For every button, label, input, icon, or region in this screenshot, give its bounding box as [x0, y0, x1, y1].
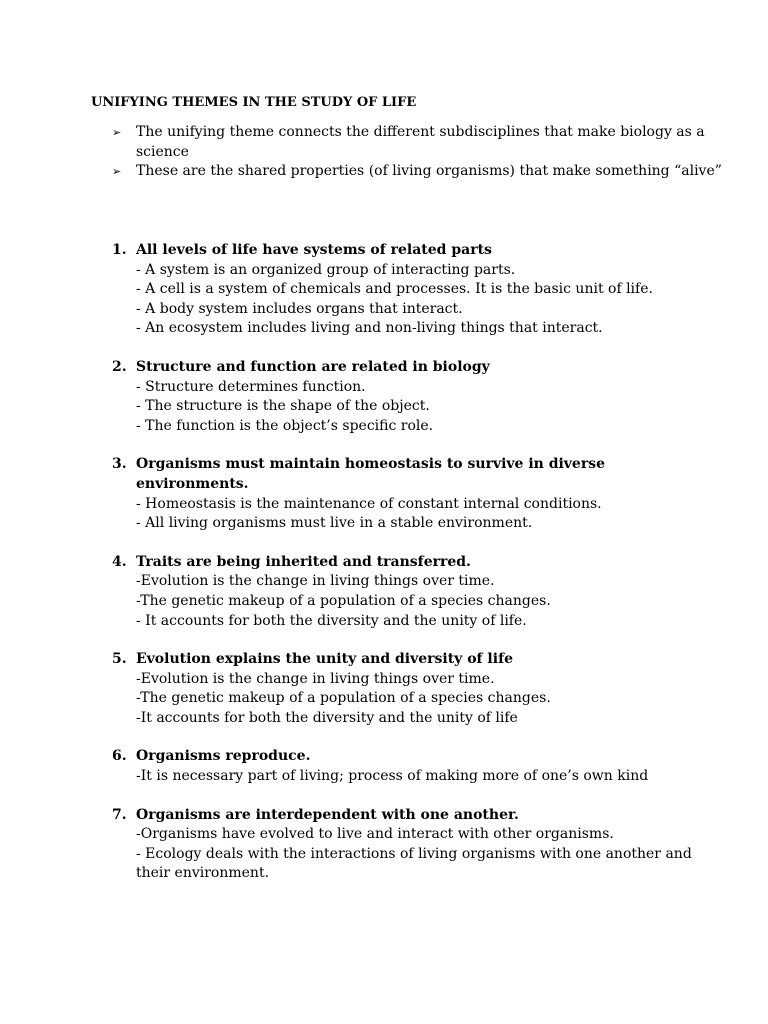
theme-detail-line: -Organisms have evolved to live and interact with other organisms. — [136, 826, 614, 843]
theme-detail-line: -The genetic makeup of a population of a species changes. — [136, 690, 551, 707]
theme-heading-text: Organisms reproduce. — [136, 748, 311, 765]
theme-detail-line: - A body system includes organs that interact. — [136, 300, 463, 317]
theme-number: 6. — [112, 748, 127, 765]
theme-detail-line: -Evolution is the change in living things over time. — [136, 670, 495, 687]
theme-detail-line: - Homeostasis is the maintenance of constant internal conditions. — [136, 495, 602, 512]
theme-item — [112, 747, 712, 786]
intro-item — [112, 123, 732, 162]
theme-heading — [112, 650, 712, 670]
theme-detail-line: - The function is the object’s specific role. — [136, 417, 434, 434]
intro-item — [112, 162, 732, 182]
theme-number: 2. — [112, 358, 127, 375]
themes-list — [112, 241, 712, 903]
theme-detail-line: -It is necessary part of living; process of making more of one’s own kind — [136, 768, 649, 785]
document-title: UNIFYING THEMES IN THE STUDY OF LIFE — [91, 95, 417, 110]
theme-item — [112, 806, 712, 884]
theme-detail-line: -The genetic makeup of a population of a species changes. — [136, 592, 551, 609]
theme-detail-line: - Ecology deals with the interactions of living organisms with one another and their environment. — [136, 845, 692, 882]
theme-item — [112, 650, 712, 728]
theme-heading-text: Traits are being inherited and transferred. — [136, 553, 471, 570]
theme-heading-text: Organisms must maintain homeostasis to survive in diverse environments. — [136, 456, 606, 492]
intro-list — [112, 123, 732, 182]
theme-heading-text: Organisms are interdependent with one another. — [136, 806, 519, 823]
theme-heading-text: Evolution explains the unity and diversity of life — [136, 651, 513, 668]
theme-heading — [112, 553, 712, 573]
theme-number: 4. — [112, 553, 127, 570]
theme-item — [112, 241, 712, 339]
theme-number: 3. — [112, 456, 127, 473]
theme-heading — [112, 806, 712, 826]
theme-item — [112, 553, 712, 631]
theme-heading — [112, 358, 712, 378]
theme-heading — [112, 747, 712, 767]
theme-number: 5. — [112, 651, 127, 668]
arrow-bullet-icon: ➢ — [112, 126, 122, 139]
theme-heading — [112, 455, 712, 494]
theme-heading-text: Structure and function are related in biology — [136, 358, 490, 375]
arrow-bullet-icon: ➢ — [112, 165, 122, 179]
theme-detail-line: - A system is an organized group of interacting parts. — [136, 261, 516, 278]
intro-text: The unifying theme connects the different subdisciplines that make biology as a science — [136, 124, 705, 160]
theme-detail-line: -Evolution is the change in living things over time. — [136, 573, 495, 590]
theme-item — [112, 455, 712, 533]
theme-detail-line: -It accounts for both the diversity and the unity of life — [136, 709, 518, 726]
theme-detail-line: - It accounts for both the diversity and the unity of life. — [136, 612, 527, 629]
theme-detail-line: - All living organisms must live in a stable environment. — [136, 515, 533, 532]
theme-number: 1. — [112, 242, 127, 258]
theme-detail-line: - An ecosystem includes living and non-living things that interact. — [136, 320, 603, 337]
theme-heading — [112, 241, 712, 261]
theme-heading-text: All levels of life have systems of related parts — [136, 242, 492, 258]
theme-detail-line: - The structure is the shape of the object. — [136, 398, 430, 415]
theme-detail-line: - Structure determines function. — [136, 378, 366, 395]
theme-number: 7. — [112, 806, 127, 823]
intro-text: These are the shared properties (of living organisms) that make something “alive” — [136, 163, 722, 180]
theme-item — [112, 358, 712, 436]
theme-detail-line: - A cell is a system of chemicals and processes. It is the basic unit of life. — [136, 281, 653, 298]
